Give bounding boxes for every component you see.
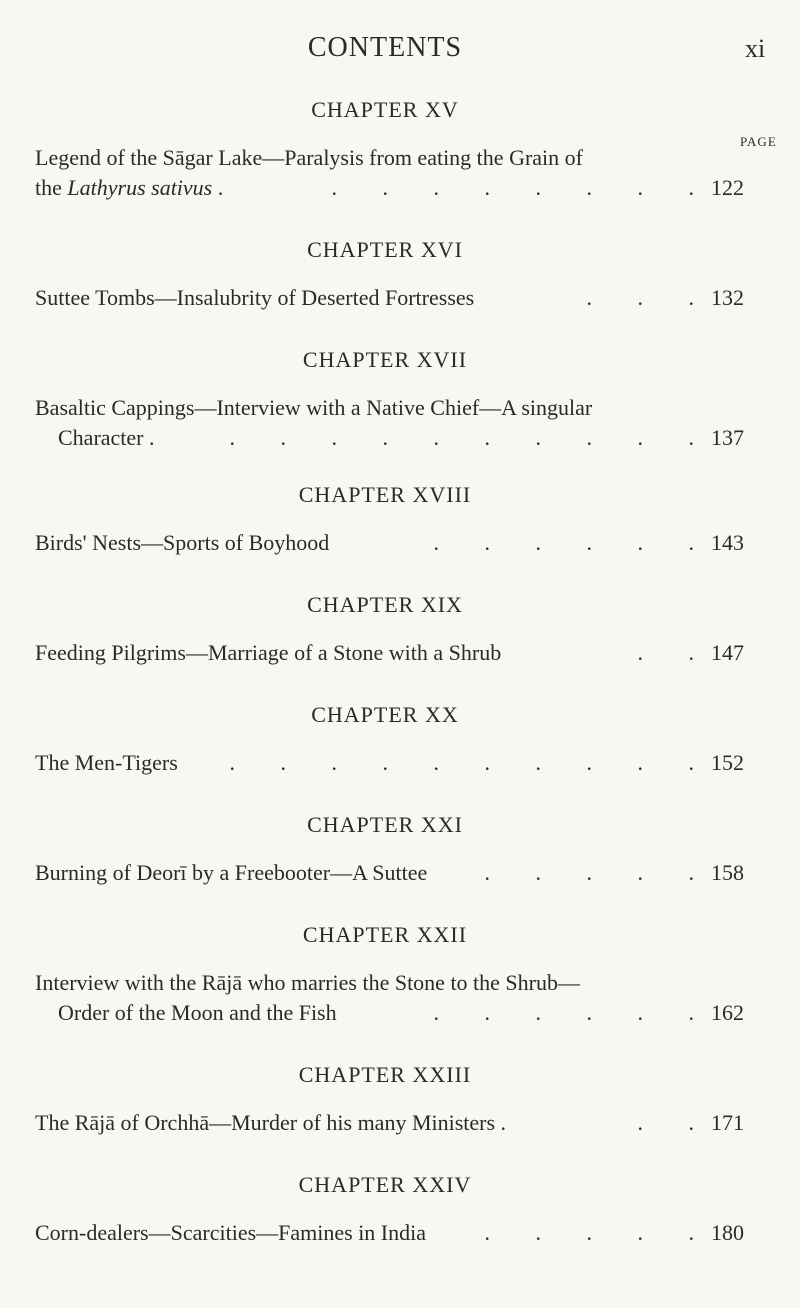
- page-number: 132: [711, 285, 744, 310]
- chapter-heading: CHAPTER XIX: [307, 592, 463, 617]
- entry-text: Feeding Pilgrims—Marriage of a Stone with a Shrub: [35, 640, 502, 665]
- entry-text: Suttee Tombs—Insalubrity of Deserted Fortresses: [35, 285, 475, 310]
- chapter-heading: CHAPTER XVI: [307, 237, 463, 262]
- entry-line-last: [0, 1218, 800, 1248]
- dot-leader: . . . . .: [484, 1220, 714, 1245]
- dot-leader: . . . . . .: [433, 530, 714, 555]
- chapter-xv: [0, 95, 800, 203]
- page-number: 171: [711, 1110, 744, 1135]
- chapter-heading: CHAPTER XXIII: [298, 1062, 472, 1087]
- page-number: 122: [711, 175, 744, 200]
- dot-leader: . . . . . . . . . .: [229, 750, 714, 775]
- dot-leader: . . . . .: [484, 860, 714, 885]
- page-number: 180: [711, 1220, 744, 1245]
- entry-text: Birds' Nests—Sports of Boyhood: [35, 530, 330, 555]
- page-number: 152: [711, 750, 744, 775]
- entry-line-last: [0, 173, 800, 203]
- chapter-xxiii: [0, 1060, 800, 1138]
- chapter-xx: [0, 700, 800, 778]
- chapter-heading: CHAPTER XXIV: [298, 1172, 472, 1197]
- page-folio: xi: [745, 34, 766, 63]
- entry-text: The Men-Tigers: [35, 750, 178, 775]
- entry-text: the Lathyrus sativus .: [35, 175, 224, 200]
- entry-line-last: [0, 423, 800, 453]
- page-number: 158: [711, 860, 744, 885]
- chapter-xxi: [0, 810, 800, 888]
- chapter-heading: CHAPTER XVIII: [298, 482, 472, 507]
- entry-line-last: [0, 998, 800, 1028]
- entry-text: Corn-dealers—Scarcities—Famines in India: [35, 1220, 427, 1245]
- page-column-label: PAGE: [740, 134, 777, 149]
- chapter-xvi: [0, 235, 800, 313]
- chapter-heading: CHAPTER XV: [311, 97, 459, 122]
- page-number: 147: [711, 640, 744, 665]
- entry-text: Order of the Moon and the Fish: [58, 1000, 337, 1025]
- chapter-heading: CHAPTER XVII: [302, 347, 468, 372]
- entry-line: [0, 143, 800, 173]
- page-number: 143: [711, 530, 744, 555]
- dot-leader: . . . . . . . . . .: [229, 425, 714, 450]
- entry-line: [0, 393, 800, 423]
- page-number: 137: [711, 425, 744, 450]
- chapter-heading: CHAPTER XXI: [307, 812, 463, 837]
- chapter-xix: [0, 590, 800, 668]
- dot-leader: . . . . . .: [433, 1000, 714, 1025]
- italic-species-name: Lathyrus sativus: [67, 175, 213, 200]
- entry-text: Character .: [58, 425, 155, 450]
- running-head: [0, 30, 800, 70]
- entry-text: Interview with the Rājā who marries the Stone to the Shrub—: [35, 970, 580, 995]
- entry-text: Burning of Deorī by a Freebooter—A Suttee: [35, 860, 428, 885]
- dot-leader: . .: [637, 640, 714, 665]
- chapter-xxii: [0, 920, 800, 1028]
- chapter-xviii: [0, 480, 800, 558]
- entry-text: Basaltic Cappings—Interview with a Native Chief—A singular: [35, 395, 593, 420]
- dot-leader: . .: [637, 1110, 714, 1135]
- chapter-heading: CHAPTER XX: [311, 702, 459, 727]
- entry-line-last: [0, 858, 800, 888]
- dot-leader: . . .: [586, 285, 714, 310]
- chapter-xvii: [0, 345, 800, 453]
- running-title: CONTENTS: [307, 32, 463, 63]
- entry-line-last: [0, 283, 800, 313]
- chapter-heading: CHAPTER XXII: [302, 922, 468, 947]
- entry-text: Legend of the Sāgar Lake—Paralysis from eating the Grain of: [35, 145, 583, 170]
- entry-line: [0, 968, 800, 998]
- entry-text: The Rājā of Orchhā—Murder of his many Ministers .: [35, 1110, 507, 1135]
- entry-line-last: [0, 1108, 800, 1138]
- page-number: 162: [711, 1000, 744, 1025]
- dot-leader: . . . . . . . .: [331, 175, 714, 200]
- entry-line-last: [0, 638, 800, 668]
- chapter-xxiv: [0, 1170, 800, 1248]
- entry-line-last: [0, 748, 800, 778]
- entry-line-last: [0, 528, 800, 558]
